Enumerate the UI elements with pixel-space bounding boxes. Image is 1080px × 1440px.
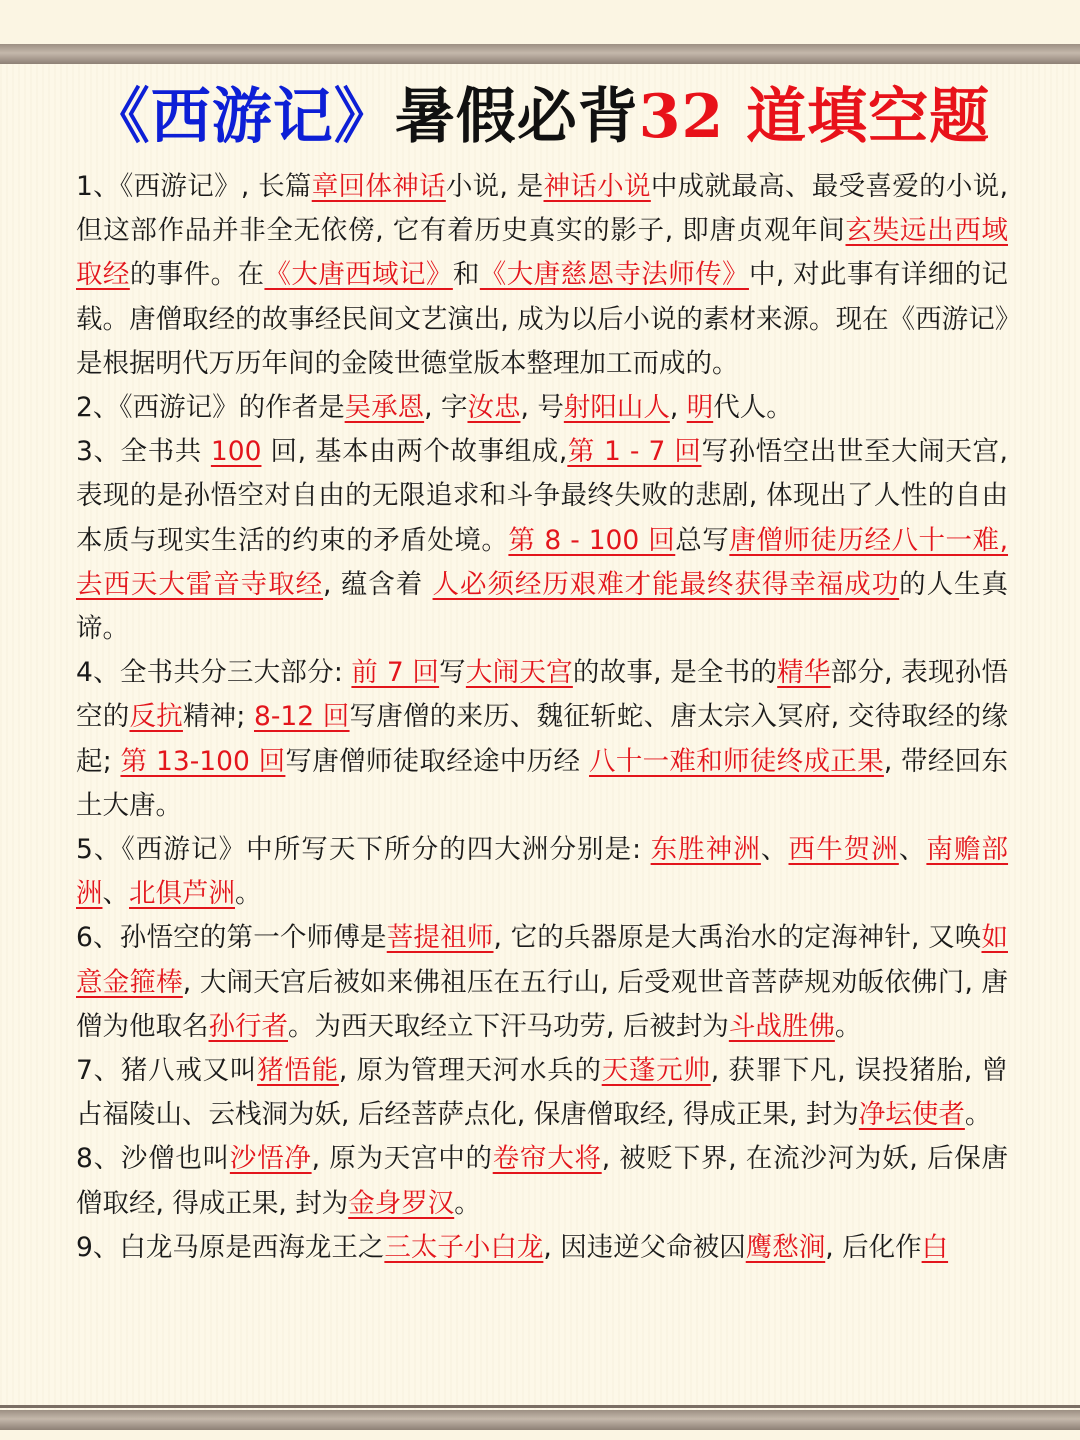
question-text: 。 bbox=[834, 1010, 862, 1042]
answer-blank: 唐僧师徒历经八十一难, 去西天大雷音寺取经 bbox=[76, 524, 1009, 600]
answer-blank: 南赡部洲 bbox=[76, 834, 1009, 910]
question-3 bbox=[76, 430, 1008, 651]
question-text: 和 bbox=[452, 259, 480, 291]
question-text: 、 bbox=[898, 834, 927, 866]
title-middle: 暑假必背 bbox=[394, 82, 639, 152]
question-text: 、 bbox=[760, 834, 789, 866]
question-text: , 带经回东土大唐。 bbox=[76, 745, 1008, 821]
question-text: , 原为管理天河水兵的 bbox=[338, 1055, 602, 1087]
question-text: , 它的兵器原是大禹治水的定海神针, 又唤 bbox=[493, 922, 982, 954]
question-text: 9、白龙马原是西海龙王之 bbox=[76, 1231, 385, 1263]
question-text: , 原为天宫中的 bbox=[311, 1143, 493, 1175]
top-frame-bar bbox=[0, 44, 1080, 64]
question-1 bbox=[76, 165, 1008, 386]
question-text: 5、《西游记》中所写天下所分的四大洲分别是: bbox=[76, 834, 651, 866]
question-text: 写孙悟空出世至大闹天宫, 表现的是孙悟空对自由的无限追求和斗争最终失败的悲剧, 体现出了人性的自由本质与现实生活的约束的矛盾处境。 bbox=[76, 436, 1008, 556]
answer-blank: 天蓬元帅 bbox=[601, 1055, 711, 1087]
question-text: 回, 基本由两个故事组成, bbox=[261, 436, 568, 468]
question-text: 7、猪八戒又叫 bbox=[76, 1055, 258, 1087]
answer-blank: 玄奘远出西域取经 bbox=[76, 215, 1008, 291]
question-text: 精神; bbox=[182, 701, 254, 733]
question-9 bbox=[76, 1226, 1008, 1270]
answer-blank: 射阳山人 bbox=[563, 392, 670, 424]
question-text: , 获罪下凡, 误投猪胎, 曾占福陵山、云栈洞为妖, 后经菩萨点化, 保唐僧取经, 得成正果, 封为 bbox=[76, 1055, 1008, 1131]
page-title bbox=[0, 82, 1080, 152]
question-text: 的事件。在 bbox=[129, 259, 265, 291]
title-count: 32 道填空题 bbox=[638, 82, 991, 152]
question-text: , 因违逆父命被囚 bbox=[543, 1231, 746, 1263]
question-text: 。为西天取经立下汗马功劳, 后被封为 bbox=[288, 1010, 729, 1042]
answer-blank: 第 13-100 回 bbox=[120, 745, 286, 777]
question-text: 部分, 表现孙悟空的 bbox=[76, 657, 1008, 733]
answer-blank: 前 7 回 bbox=[351, 657, 440, 689]
question-text: 2、《西游记》的作者是 bbox=[76, 392, 345, 424]
question-text: 中成就最高、最受喜爱的小说, 但这部作品并非全无依傍, 它有着历史真实的影子, 即唐贞观年间 bbox=[76, 171, 1008, 247]
answer-blank: 鹰愁涧 bbox=[745, 1231, 826, 1263]
answer-blank: 精华 bbox=[777, 657, 831, 689]
question-text: 的人生真谛。 bbox=[76, 568, 1008, 645]
question-text: , 后化作 bbox=[825, 1231, 922, 1263]
answer-blank: 吴承恩 bbox=[344, 392, 425, 424]
answer-blank: 章回体神话 bbox=[311, 171, 446, 202]
answer-blank: 8-12 回 bbox=[254, 701, 350, 733]
answer-blank: 卷帘大将 bbox=[492, 1143, 602, 1175]
question-text: , bbox=[669, 392, 687, 424]
question-text: , 被贬下界, 在流沙河为妖, 后保唐僧取经, 得成正果, 封为 bbox=[76, 1143, 1008, 1219]
question-text: 3、全书共 bbox=[76, 436, 211, 468]
question-text: 。 bbox=[454, 1187, 481, 1219]
question-5 bbox=[76, 828, 1008, 916]
answer-blank: 八十一难和师徒终成正果 bbox=[589, 745, 884, 777]
question-text: 写 bbox=[439, 657, 466, 689]
question-2 bbox=[76, 386, 1008, 430]
answer-blank: 西牛贺洲 bbox=[788, 834, 899, 866]
answer-blank: 反抗 bbox=[129, 701, 183, 733]
question-text: 小说, 是 bbox=[445, 171, 544, 202]
question-8 bbox=[76, 1137, 1008, 1225]
question-text: 1、《西游记》, 长篇 bbox=[76, 171, 312, 202]
question-list bbox=[76, 165, 1008, 1270]
answer-blank: 神话小说 bbox=[543, 171, 651, 202]
answer-blank: 《大唐慈恩寺法师传》 bbox=[479, 259, 749, 291]
answer-blank: 猪悟能 bbox=[257, 1055, 339, 1087]
answer-blank: 沙悟净 bbox=[229, 1143, 312, 1175]
answer-blank: 人必须经历艰难才能最终获得幸福成功 bbox=[432, 568, 900, 600]
bottom-frame-bar bbox=[0, 1410, 1080, 1430]
question-text: 8、沙僧也叫 bbox=[76, 1143, 230, 1175]
answer-blank: 孙行者 bbox=[208, 1010, 288, 1042]
question-4 bbox=[76, 651, 1008, 828]
question-text: , 蕴含着 bbox=[323, 568, 433, 600]
question-text: , 号 bbox=[520, 392, 564, 424]
answer-blank: 菩提祖师 bbox=[386, 922, 494, 954]
question-text: 、 bbox=[102, 878, 129, 910]
question-text: 写唐僧的来历、魏征斩蛇、唐太宗入冥府, 交待取经的缘起; bbox=[76, 701, 1008, 777]
answer-blank: 北俱芦洲 bbox=[129, 878, 235, 910]
answer-blank: 100 bbox=[210, 436, 262, 468]
answer-blank: 第 1 - 7 回 bbox=[567, 436, 702, 468]
title-book-name: 《西游记》 bbox=[89, 82, 395, 152]
question-text: 总写 bbox=[675, 524, 730, 556]
answer-blank: 大闹天宫 bbox=[465, 657, 573, 689]
answer-blank: 《大唐西域记》 bbox=[264, 259, 453, 291]
question-text: , 字 bbox=[424, 392, 468, 424]
answer-blank: 三太子小白龙 bbox=[384, 1231, 544, 1263]
answer-blank: 斗战胜佛 bbox=[728, 1010, 835, 1042]
answer-blank: 白 bbox=[921, 1231, 949, 1263]
answer-blank: 明 bbox=[686, 392, 714, 424]
question-6 bbox=[76, 916, 1008, 1049]
question-text: , 大闹天宫后被如来佛祖压在五行山, 后受观世音菩萨规劝皈依佛门, 唐僧为他取名 bbox=[76, 966, 1008, 1042]
answer-blank: 如意金箍棒 bbox=[76, 922, 1008, 998]
question-text: 写唐僧师徒取经途中历经 bbox=[285, 745, 590, 777]
answer-blank: 汝忠 bbox=[467, 392, 521, 424]
question-text: 中, 对此事有详细的记载。唐僧取经的故事经民间文艺演出, 成为以后小说的素材来源。现在《西游记》是根据明代万历年间的金陵世德堂版本整理加工而成的。 bbox=[76, 259, 1009, 379]
answer-blank: 第 8 - 100 回 bbox=[508, 524, 676, 556]
question-text: 。 bbox=[235, 878, 262, 910]
question-7 bbox=[76, 1049, 1008, 1137]
question-text: 6、孙悟空的第一个师傅是 bbox=[76, 922, 387, 954]
answer-blank: 净坛使者 bbox=[858, 1099, 965, 1131]
answer-blank: 东胜神洲 bbox=[650, 834, 761, 866]
question-text: 的故事, 是全书的 bbox=[572, 657, 778, 689]
question-text: 代人。 bbox=[713, 392, 793, 424]
question-text: 4、全书共分三大部分: bbox=[76, 657, 352, 689]
answer-blank: 金身罗汉 bbox=[348, 1187, 455, 1219]
question-text: 。 bbox=[964, 1099, 992, 1131]
